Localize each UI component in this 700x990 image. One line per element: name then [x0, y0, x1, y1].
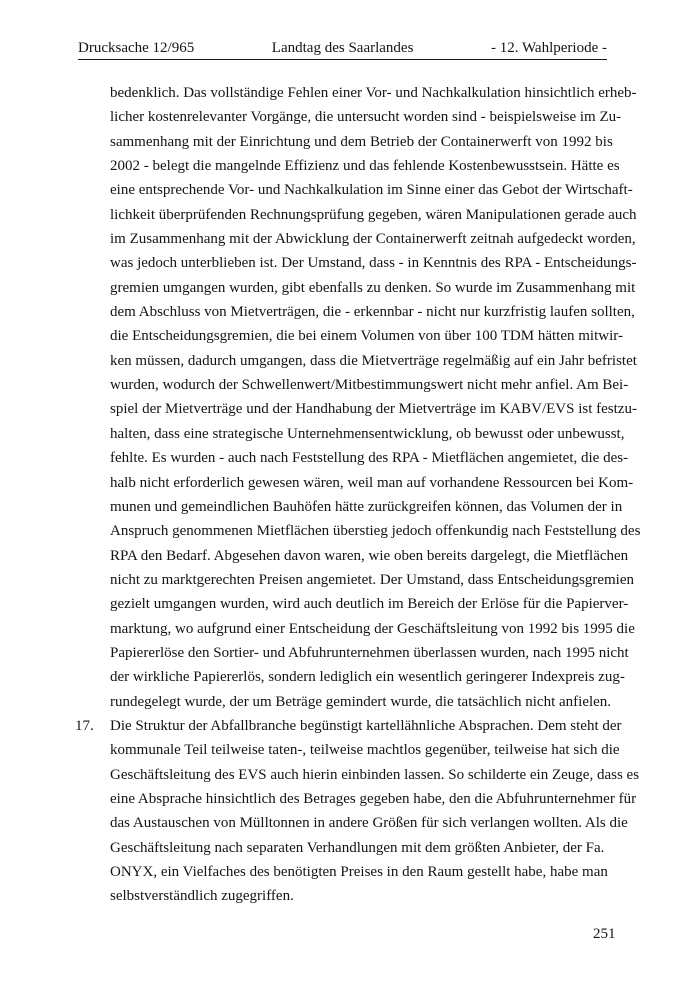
text-line: die Entscheidungsgremien, die bei einem Volumen von über 100 TDM hätten mitwir- — [110, 328, 623, 345]
text-line: fehlte. Es wurden - auch nach Feststellung des RPA - Mietflächen angemietet, die des- — [110, 450, 629, 467]
text-line: Die Struktur der Abfallbranche begünstigt kartellähnliche Absprachen. Dem steht der — [110, 717, 622, 734]
text-line: eine Absprache hinsichtlich des Betrages gegeben habe, den die Abfuhrunternehmer für — [110, 790, 637, 807]
text-line: Anspruch genommenen Mietflächen überstieg jedoch offenkundig nach Feststellung des — [110, 523, 641, 540]
text-line: dem Abschluss von Mietverträgen, die - erkennbar - nicht nur kurzfristig laufen sollten, — [110, 304, 635, 321]
text-line: halten, dass eine strategische Unternehmensentwicklung, ob bewusst oder unbewusst, — [110, 425, 625, 442]
item-number: 17. — [75, 717, 94, 734]
text-line: rundegelegt wurde, der um Beträge gemindert wurde, die tatsächlich nicht anfielen. — [110, 693, 612, 710]
text-line: ONYX, ein Vielfaches des benötigten Preises in den Raum gestellt habe, habe man — [110, 864, 608, 880]
text-line: nicht zu marktgerechten Preisen angemietet. Der Umstand, dass Entscheidungsgremien — [110, 571, 635, 588]
text-line: marktung, wo aufgrund einer Entscheidung der Geschäftsleitung von 1992 bis 1995 die — [110, 620, 635, 637]
numbered-paragraph — [75, 714, 640, 909]
text-line: 2002 - belegt die mangelnde Effizienz und das fehlende Kostenbewusstsein. Hätte es — [110, 158, 620, 175]
text-line: das Austauschen von Mülltonnen in andere Größen für sich verlangen wollten. Als die — [110, 815, 628, 832]
text-line: wurden, wodurch der Schwellenwert/Mitbestimmungswert nicht mehr anfiel. Am Bei- — [110, 377, 629, 394]
text-line: halb nicht erforderlich gewesen wären, weil man auf vorhandene Ressourcen bei Kom- — [110, 474, 634, 491]
text-line: bedenklich. Das vollständige Fehlen einer Vor- und Nachkalkulation hinsichtlich erheb- — [110, 85, 637, 101]
header-title: Landtag des Saarlandes — [271, 40, 414, 56]
text-line: munen und gemeindlichen Bauhöfen hätte zurückgreifen können, das Volumen der in — [110, 498, 623, 515]
header-doc-number: Drucksache 12/965 — [78, 40, 195, 56]
header-period: - 12. Wahlperiode - — [491, 40, 607, 56]
text-line: im Zusammenhang mit der Abwicklung der Containerwerft zeitnah aufgedeckt worden, — [110, 231, 636, 248]
text-line: RPA den Bedarf. Abgesehen davon waren, wie oben bereits dargelegt, die Mietflächen — [110, 547, 629, 564]
page-number: 251 — [593, 926, 616, 942]
text-line: selbstverständlich zugegriffen. — [110, 888, 294, 905]
text-line: Geschäftsleitung des EVS auch hierin einbinden lassen. So schilderte ein Zeuge, dass es — [110, 766, 640, 783]
text-line: eine entsprechende Vor- und Nachkalkulation im Sinne einer das Gebot der Wirtschaft- — [110, 182, 633, 199]
text-line: der wirkliche Papiererlös, sondern lediglich ein wesentlich geringerer Indexpreis zug- — [110, 669, 625, 686]
text-line: gremien umgangen wurden, gibt ebenfalls zu denken. So wurde im Zusammenhang mit — [110, 279, 636, 296]
text-line: was jedoch unterblieben ist. Der Umstand, dass - in Kenntnis des RPA - Entscheidungs- — [110, 255, 637, 272]
text-line: spiel der Mietverträge und der Handhabung der Mietverträge im KABV/EVS ist festzu- — [110, 401, 637, 418]
text-line: sammenhang mit der Einrichtung und dem Betrieb der Containerwerft von 1992 bis — [110, 133, 613, 150]
page-header — [78, 41, 607, 60]
text-line: lichkeit überprüfenden Rechnungsprüfung gegeben, wären Manipulationen gerade auch — [110, 206, 637, 223]
document-body — [75, 81, 641, 909]
text-line: Papiererlöse den Sortier- und Abfuhrunternehmen überlassen wurden, nach 1995 nicht — [110, 644, 629, 661]
text-line: licher kostenrelevanter Vorgänge, die untersucht worden sind - beispielsweise im Zu- — [110, 109, 622, 126]
text-line: kommunale Teil teilweise taten-, teilweise machtlos gegenüber, teilweise hat sich die — [110, 742, 620, 759]
text-line: gezielt umgangen wurden, wird auch deutlich im Bereich der Erlöse für die Papierver- — [110, 596, 629, 613]
paragraph — [110, 81, 641, 714]
text-line: Geschäftsleitung nach separaten Verhandlungen mit dem größten Anbieter, der Fa. — [110, 839, 605, 856]
text-line: ken müssen, dadurch umgangen, dass die Mietverträge regelmäßig auf ein Jahr befristet — [110, 352, 637, 369]
